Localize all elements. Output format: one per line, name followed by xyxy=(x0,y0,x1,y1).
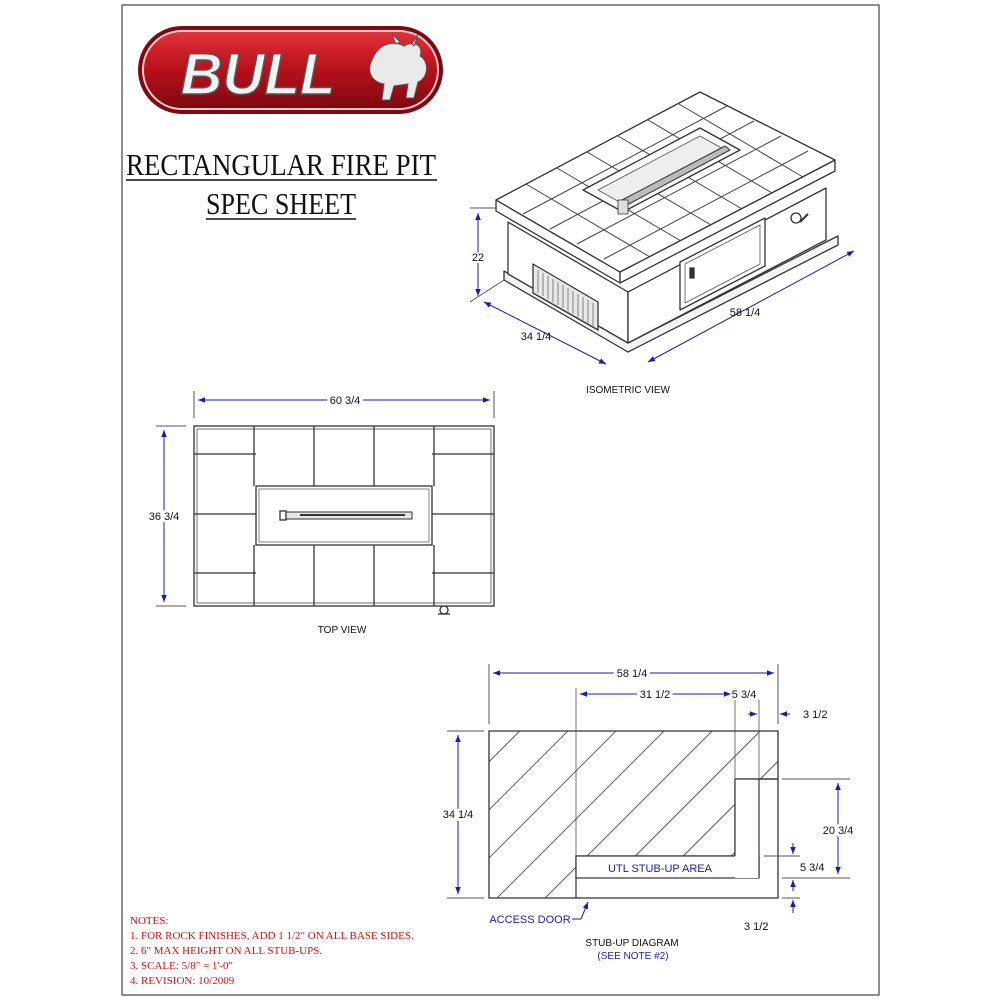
access-door-label: ACCESS DOOR xyxy=(489,914,571,926)
stub-depth-dim: 34 1/4 xyxy=(442,809,474,821)
note-3: 3. SCALE: 5/8" = 1'-0" xyxy=(130,960,234,972)
iso-height-dim: 22 xyxy=(471,252,485,264)
stub-inner-width-dim: 31 1/2 xyxy=(639,689,671,701)
stub-overall-width-dim: 58 1/4 xyxy=(616,668,648,680)
note-4: 4. REVISION: 10/2009 xyxy=(130,975,235,987)
note-1: 1. FOR ROCK FINISHES, ADD 1 1/2" ON ALL BASE SIDES. xyxy=(130,930,414,942)
top-view-drawing xyxy=(194,426,494,614)
utl-stub-up-label: UTL STUB-UP AREA xyxy=(608,863,712,875)
top-depth-dim: 36 3/4 xyxy=(148,511,180,523)
stub-depth-small-dim: 5 3/4 xyxy=(800,862,825,874)
bull-logo xyxy=(138,26,443,114)
notes-heading: NOTES: xyxy=(130,915,169,927)
stub-height-dim: 20 3/4 xyxy=(822,825,854,837)
isometric-drawing xyxy=(496,92,838,352)
iso-depth-dim: 34 1/4 xyxy=(520,331,552,343)
iso-length-dim: 58 1/4 xyxy=(729,307,761,319)
title-line-1: RECTANGULAR FIRE PIT xyxy=(126,147,437,182)
top-view-caption: TOP VIEW xyxy=(317,625,367,636)
note-2: 2. 6" MAX HEIGHT ON ALL STUB-UPS. xyxy=(130,945,323,957)
notes xyxy=(130,915,414,987)
isometric-view-caption: ISOMETRIC VIEW xyxy=(586,385,670,396)
stub-door-width-dim: 5 3/4 xyxy=(731,689,757,701)
top-width-dim: 60 3/4 xyxy=(329,395,361,407)
stub-up-caption: STUB-UP DIAGRAM xyxy=(585,938,679,949)
stub-bottom-offset-dim: 3 1/2 xyxy=(744,921,769,933)
title-line-2: SPEC SHEET xyxy=(206,186,357,221)
stub-right-offset-dim: 3 1/2 xyxy=(803,709,828,721)
stub-up-subcaption: (SEE NOTE #2) xyxy=(597,951,669,962)
logo-text: BULL xyxy=(180,42,336,107)
